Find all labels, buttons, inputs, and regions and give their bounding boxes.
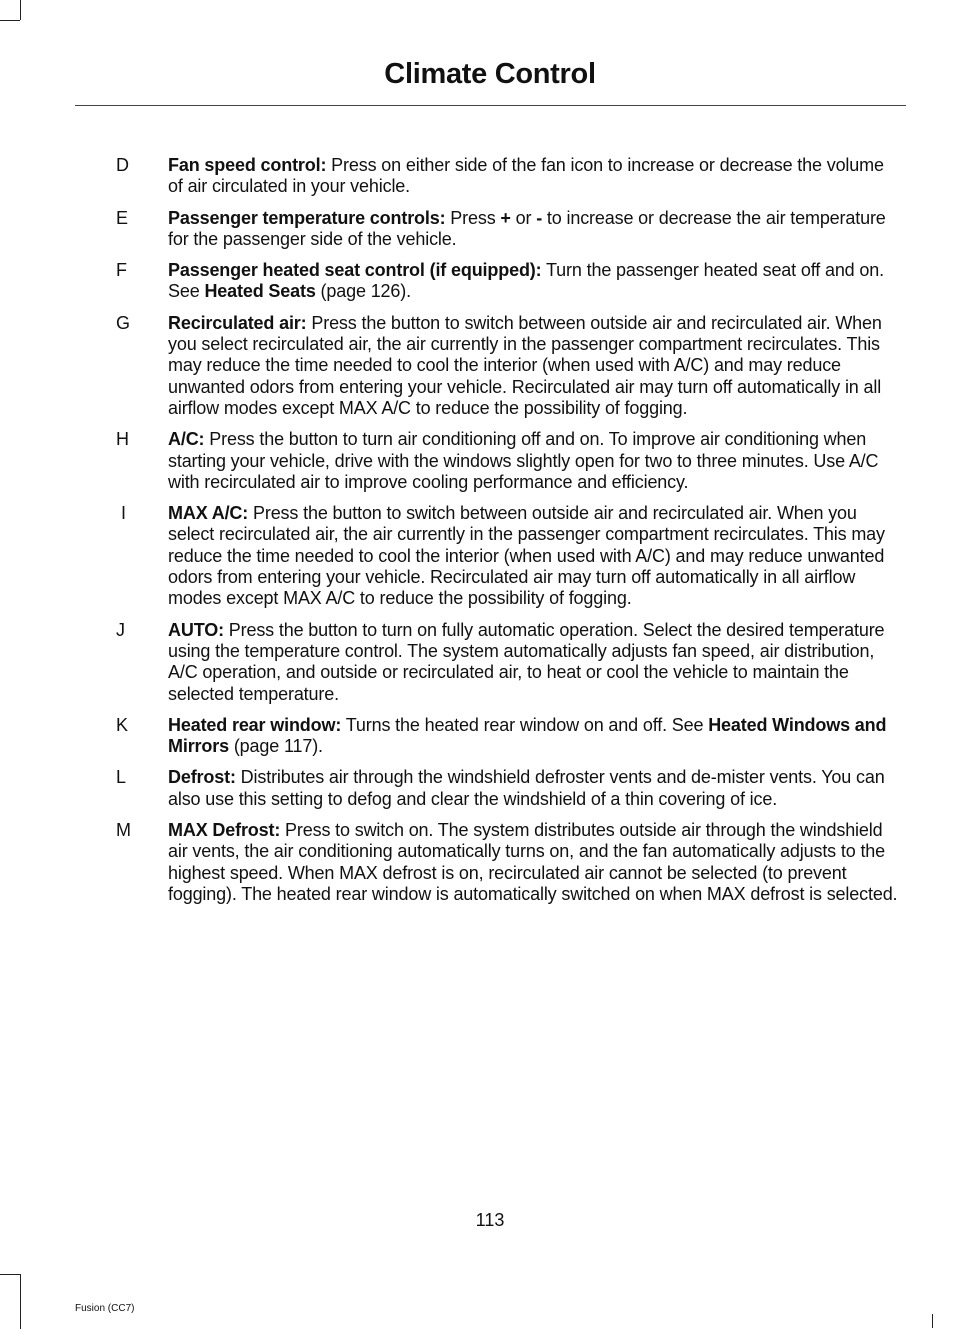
text-run: or [510, 207, 537, 228]
crop-mark-top-left-h [0, 20, 20, 21]
item-letter: F [116, 260, 127, 281]
crop-mark-bottom-left-tick [20, 1314, 21, 1328]
text-run: Press [445, 207, 501, 228]
list-item [108, 620, 898, 705]
item-description [168, 313, 898, 419]
header-divider [75, 105, 906, 106]
item-description [168, 620, 898, 705]
bold-term: Passenger temperature controls: [168, 207, 446, 228]
list-item [108, 503, 898, 609]
crop-mark-top-left-v [20, 0, 21, 20]
text-run: Press the button to turn air conditioning off and on. To improve air conditioning when starting your vehicle, drive with the windows slightly open for two to three minutes. Use A/C with recirculated air to improve cooling performance and efficiency. [168, 429, 879, 492]
list-item [108, 260, 898, 303]
text-run: Distributes air through the windshield defroster vents and de-mister vents. You can also use this setting to defog and clear the windshield of a thin covering of ice. [168, 767, 885, 809]
bold-term: + [500, 207, 511, 228]
item-letter: L [116, 767, 127, 788]
item-description [168, 820, 898, 905]
list-item [108, 767, 898, 810]
text-run: (page 126). [315, 281, 411, 302]
item-letter: G [116, 312, 131, 333]
text-run: Press the button to switch between outside air and recirculated air. When you select recirculated air, the air currently in the passenger compartment recirculates. This may reduce the time needed to cool the interior (when used with A/C) and may reduce unwanted odors from entering your vehicle. Recirculated air may turn off automatically in all airflow modes except MAX A/C to reduce the possibility of fogging. [168, 503, 885, 609]
bold-term: Heated Windows and Mirrors [168, 714, 887, 757]
list-item [108, 715, 898, 758]
text-run: Turn the passenger heated seat off and on. See [168, 260, 884, 302]
page-number: 113 [475, 1210, 505, 1230]
item-letter: J [116, 619, 125, 640]
item-description [168, 260, 898, 303]
text-run: Press the button to turn on fully automatic operation. Select the desired temperature using the temperature control. The system automatically adjusts fan speed, air distribution, A/C operation, and outside or recirculated air, to heat or cool the vehicle to maintain the selected temperature. [168, 619, 885, 704]
item-description [168, 503, 898, 609]
text-run: to increase or decrease the air temperature for the passenger side of the vehicle. [168, 207, 886, 249]
crop-mark-bottom-left-h [0, 1274, 20, 1275]
bold-term: Fan speed control: [168, 155, 327, 175]
footer-model: Fusion (CC7) [75, 1303, 135, 1314]
item-description [168, 715, 898, 758]
bold-term: Recirculated air: [168, 312, 307, 333]
bold-term: A/C: [168, 429, 205, 450]
list-item [108, 208, 898, 251]
list-item [108, 820, 898, 905]
text-run: (page 117). [228, 736, 323, 757]
list-item [108, 155, 898, 198]
bold-term: Defrost: [168, 767, 236, 788]
definition-list [108, 155, 898, 915]
list-item [108, 429, 898, 493]
item-description [168, 155, 898, 198]
item-letter: E [116, 207, 129, 228]
item-description [168, 767, 898, 810]
item-letter: D [116, 155, 129, 175]
list-item [108, 313, 898, 419]
text-run: Press the button to switch between outside air and recirculated air. When you select recirculated air, the air currently in the passenger compartment recirculates. This may reduce the time needed to cool the interior (when used with A/C) and may reduce unwanted odors from entering your vehicle. Recirculated air may turn off automatically in all airflow modes except MAX A/C to reduce the possibility of fogging. [168, 312, 882, 418]
page-title: Climate Control [384, 58, 596, 90]
item-description [168, 208, 898, 251]
bold-term: Heated rear window: [168, 714, 342, 735]
item-letter: M [116, 820, 131, 841]
crop-mark-bottom-right-tick [932, 1314, 933, 1328]
item-description [168, 429, 898, 493]
bold-term: MAX Defrost: [168, 820, 281, 841]
item-letter: I [121, 503, 127, 524]
item-letter: K [116, 714, 129, 735]
text-run: Turns the heated rear window on and off. See [341, 714, 709, 735]
item-letter: H [116, 429, 129, 450]
bold-term: Passenger heated seat control (if equipped): [168, 260, 542, 281]
text-run: Press to switch on. The system distributes outside air through the windshield air vents, the air conditioning automatically turns on, and the fan automatically adjusts to the highest speed. When MAX defrost is on, recirculated air cannot be selected (to prevent fogging). The heated rear window is automatically switched on when MAX defrost is selected. [168, 820, 898, 904]
bold-term: AUTO: [168, 619, 224, 640]
bold-term: - [536, 207, 543, 228]
bold-term: Heated Seats [204, 281, 316, 302]
bold-term: MAX A/C: [168, 503, 249, 524]
text-run: Press on either side of the fan icon to increase or decrease the volume of air circulated in your vehicle. [168, 155, 884, 197]
